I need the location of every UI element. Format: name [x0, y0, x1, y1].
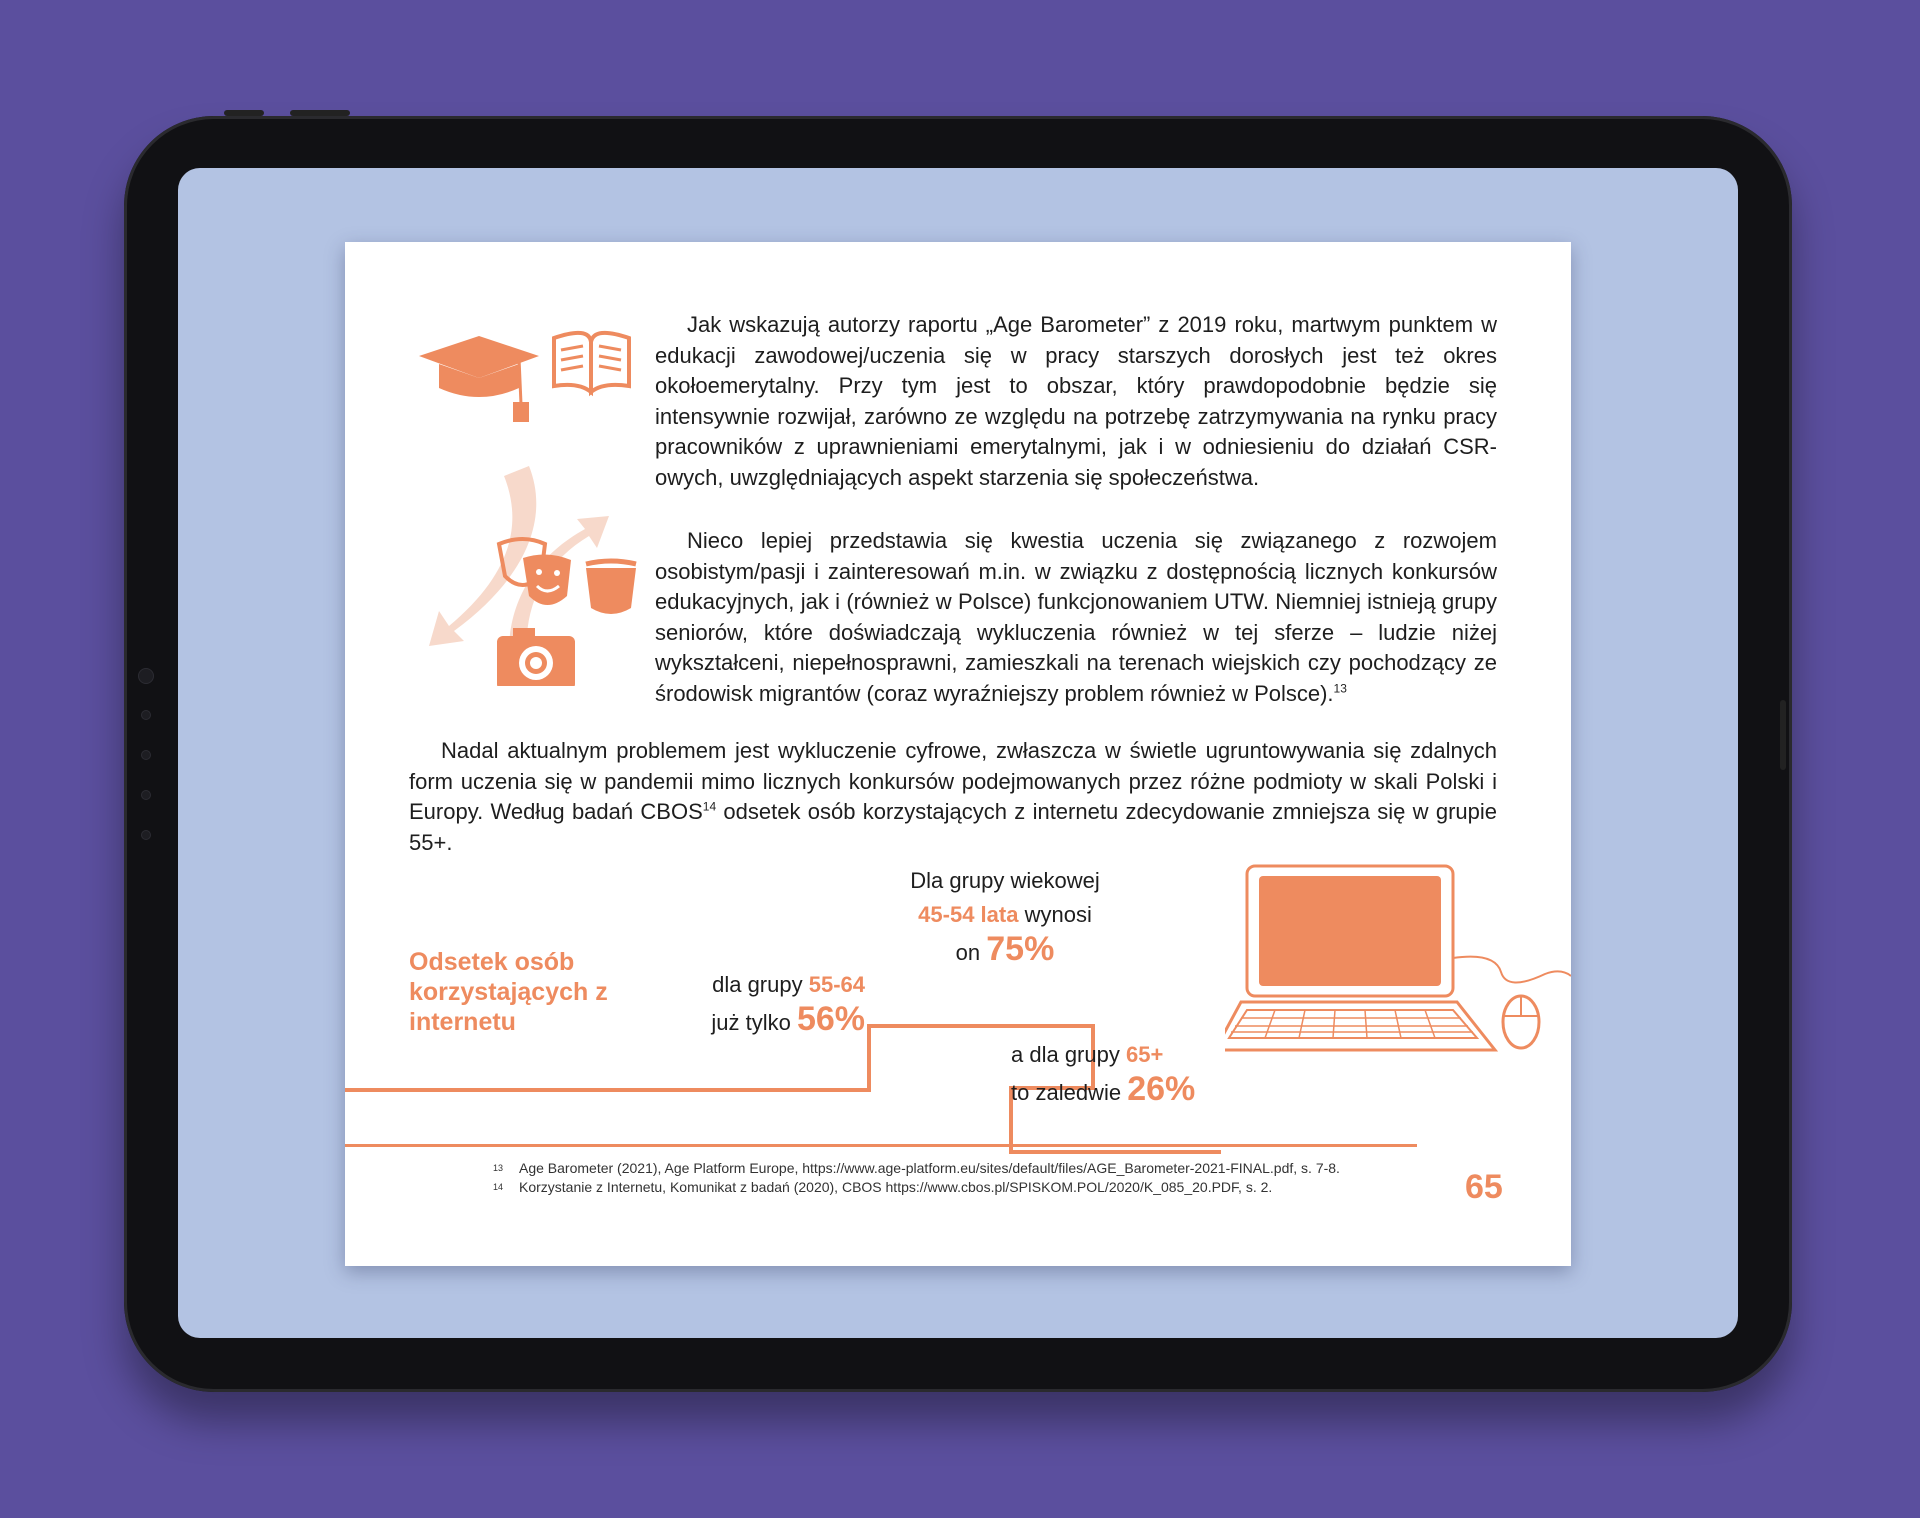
- group-45-54-value: 75%: [986, 930, 1055, 968]
- footnote-ref-14[interactable]: 14: [702, 799, 717, 814]
- infographic-title: Odsetek osób korzystających z internetu: [409, 948, 608, 1036]
- group-55-64-label: [679, 968, 865, 1040]
- laptop-illustration: [1225, 862, 1571, 1072]
- tablet-sensor-dot: [141, 750, 151, 760]
- group-65-pre2: to zaledwie: [1011, 1080, 1128, 1105]
- footnote-14-text: Korzystanie z Internetu, Komunikat z badań (2020), CBOS https://www.cbos.pl/SPISKOM.POL/2020/K_085_20.PDF, s. 2.: [519, 1179, 1273, 1195]
- group-55-64-line2: [679, 1002, 865, 1040]
- page-number: 65: [1465, 1168, 1503, 1206]
- footnote-divider: [345, 1144, 1417, 1147]
- tablet-side-button: [1780, 700, 1786, 770]
- paragraph-2-body: [655, 526, 1497, 709]
- tablet-sensor-dot: [138, 668, 154, 684]
- footnote-14: [493, 1178, 1272, 1196]
- group-65-pre: a dla grupy: [1011, 1042, 1126, 1067]
- tablet-button: [290, 110, 350, 116]
- group-55-64-line1: [679, 968, 865, 1002]
- paragraph-2: [655, 526, 1497, 709]
- footnote-13-number: 13: [493, 1163, 504, 1173]
- group-45-54-line1: Dla grupy wiekowej: [910, 868, 1100, 893]
- group-65-value: 26%: [1127, 1070, 1196, 1108]
- paragraph-1: [655, 310, 1497, 493]
- footnote-14-number: 14: [493, 1182, 504, 1192]
- group-55-64-age: 55-64: [808, 972, 865, 997]
- tablet-sensor-dot: [141, 830, 151, 840]
- group-65-age: 65+: [1125, 1042, 1164, 1067]
- tablet-sensor-dot: [141, 710, 151, 720]
- mouse-cable: [1453, 957, 1571, 983]
- group-45-54-line2: [825, 898, 1185, 932]
- group-45-54-label: [825, 864, 1185, 970]
- group-65-label: [1011, 1038, 1241, 1110]
- hobbies-illustration: [409, 326, 659, 686]
- yarn-basket-icon: [586, 561, 636, 614]
- paragraph-3-body: [409, 736, 1497, 858]
- group-45-54-rest: wynosi: [1018, 902, 1092, 927]
- open-book-icon: [554, 333, 629, 392]
- paragraph-3: [409, 736, 1497, 858]
- group-55-64-pre2: już tylko: [711, 1010, 797, 1035]
- tablet-button: [224, 110, 264, 116]
- paragraph-3-text-b: odsetek osób korzystających z internetu zdecydowanie zmniejsza się w grupie 55+.: [409, 799, 1497, 855]
- tablet-screen: [178, 168, 1738, 1338]
- mouse-icon: [1503, 996, 1539, 1048]
- graduation-cap-icon: [419, 336, 539, 422]
- group-55-64-value: 56%: [796, 1000, 865, 1038]
- footnote-13: [493, 1159, 1340, 1177]
- group-55-64-pre: dla grupy: [712, 972, 809, 997]
- footnote-ref-13[interactable]: 13: [1333, 681, 1347, 696]
- group-45-54-pre: on: [955, 940, 987, 965]
- document-page: [345, 242, 1571, 1266]
- paragraph-3-text-a: Nadal aktualnym problemem jest wykluczenie cyfrowe, zwłaszcza w świetle ugruntowywania się zdalnych form uczenia się w pandemii mimo licznych konkursów podejmowanych przez różne podmioty w skali Polski i Europy. Według badań CBOS: [409, 738, 1497, 824]
- group-65-line1: [1011, 1038, 1241, 1072]
- paragraph-1-text: Jak wskazują autorzy raportu „Age Barometer” z 2019 roku, martwym punktem w edukacji zawodowej/uczenia się w pracy starszych dorosłych jest też okres okołoemerytalny. Przy tym jest to obszar, który prawdopodobnie będzie się intensywnie rozwijał, zarówno ze względu na potrzebę zatrzymywania na rynku pracy pracowników z uprawnieniami emerytalnymi, jak i w odniesieniu do działań CSR-owych, uwzględniających aspekt starzenia się społeczeństwa.: [655, 312, 1497, 490]
- footnote-13-text: Age Barometer (2021), Age Platform Europe, https://www.age-platform.eu/sites/default/files/AGE_Barometer-2021-FINAL.pdf, s. 7-8.: [519, 1160, 1340, 1176]
- camera-icon: [497, 628, 575, 686]
- group-65-line2: [1011, 1072, 1241, 1110]
- tablet-sensor-dot: [141, 790, 151, 800]
- paragraph-2-text: Nieco lepiej przedstawia się kwestia uczenia się związanego z rozwojem osobistym/pasji i zainteresowań m.in. w związku z dostępnością licznych konkursów edukacyjnych, jak i (również w Polsce) funkcjonowaniem UTW. Niemniej istnieją grupy seniorów, które doświadczają wykluczenia również w tej sferze – ludzie niżej wykształceni, niepełnosprawni, zamieszkali na terenach wiejskich czy pochodzący ze środowisk migrantów (coraz wyraźniejszy problem również w Polsce).: [655, 528, 1497, 706]
- group-45-54-age: 45-54 lata: [918, 902, 1019, 927]
- group-45-54-line3: [825, 932, 1185, 970]
